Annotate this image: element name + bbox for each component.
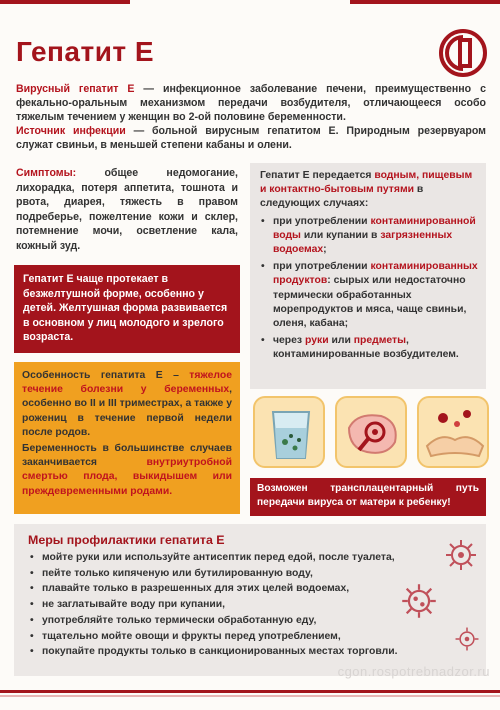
prevention-box xyxy=(14,524,486,676)
anicteric-form-box: Гепатит Е чаще протекает в безжелтушной форме, особенно у детей. Желтушная форма развивается в основном у лиц молодого и зрелого возраста. xyxy=(14,265,240,353)
meat-virus-icon xyxy=(335,396,407,468)
list-item: • мойте руки или используйте антисептик перед едой, после туалета, xyxy=(28,550,472,566)
intro-text: Вирусный гепатит Е — инфекционное заболевание печени, преимущественно с фекально-оральным механизмом передачи возбудителя, отличающееся особо тяжелым течением у женщин во 2-ой половине беременности. Источник инфекции — больной вирусным гепатитом Е. Природным резервуаром служат свиньи, в меньшей степени кабаны и олени. xyxy=(16,83,486,151)
transmission-box xyxy=(250,163,486,389)
page-title: Гепатит Е xyxy=(16,36,155,67)
hands-virus-icon xyxy=(417,396,489,468)
watermark: cgon.rospotrebnadzor.ru xyxy=(337,664,490,679)
prevention-heading: Меры профилактики гепатита Е xyxy=(28,533,225,547)
list-item: • покупайте продукты только в санкционированных местах торговли. xyxy=(28,644,472,660)
list-item: • плавайте только в разрешенных для этих целей водоемах, xyxy=(28,581,472,597)
list-item: • не заглатывайте воду при купании, xyxy=(28,597,472,613)
symptoms-text: Симптомы: общее недомогание, лихорадка, потеря аппетита, тошнота и рвота, диарея, тяжесть в правом подреберье, пожелтение кожи и склер, потемнение мочи, осветление кала, кожный зуд. xyxy=(16,167,238,252)
footer-stripe xyxy=(0,686,500,710)
transplacental-warning: Возможен трансплацентарный путь передачи вируса от матери к ребенку! xyxy=(250,478,486,516)
pregnancy-p1: Особенность гепатита Е – тяжелое течение болезни у беременных, особенно во II и III триместрах, а также у рожениц в течение первой недели после родов. xyxy=(22,370,232,438)
top-stripe xyxy=(0,0,500,14)
list-item: • при употреблении контаминированных продуктов: сырых или недостаточно термически обработанных морепродуктов и мяса, чаще свиньи, оленя, кабана; xyxy=(260,260,478,331)
illustrations-row xyxy=(253,396,489,472)
virus-icon xyxy=(444,538,478,572)
list-item: • пейте только кипяченую или бутилированную воду, xyxy=(28,566,472,582)
virus-icon xyxy=(400,582,438,620)
list-item: • тщательно мойте овощи и фрукты перед употреблением, xyxy=(28,629,472,645)
list-item: • употребляйте только термически обработанную еду, xyxy=(28,613,472,629)
logo-icon xyxy=(438,28,488,78)
virus-icon xyxy=(454,626,480,652)
list-item: • при употреблении контаминированной воды или купании в загрязненных водоемах; xyxy=(260,215,478,258)
pregnancy-p2: Беременность в большинстве случаев заканчивается внутриутробной смертью плода, выкидышем или преждевременными родами. xyxy=(22,443,232,497)
water-glass-icon xyxy=(253,396,325,468)
list-item: • через руки или предметы, контаминированные возбудителем. xyxy=(260,334,478,362)
transmission-lead: Гепатит Е передается водным, пищевым и контактно-бытовым путями в следующих случаях: xyxy=(260,170,473,210)
pregnancy-box xyxy=(14,362,240,514)
